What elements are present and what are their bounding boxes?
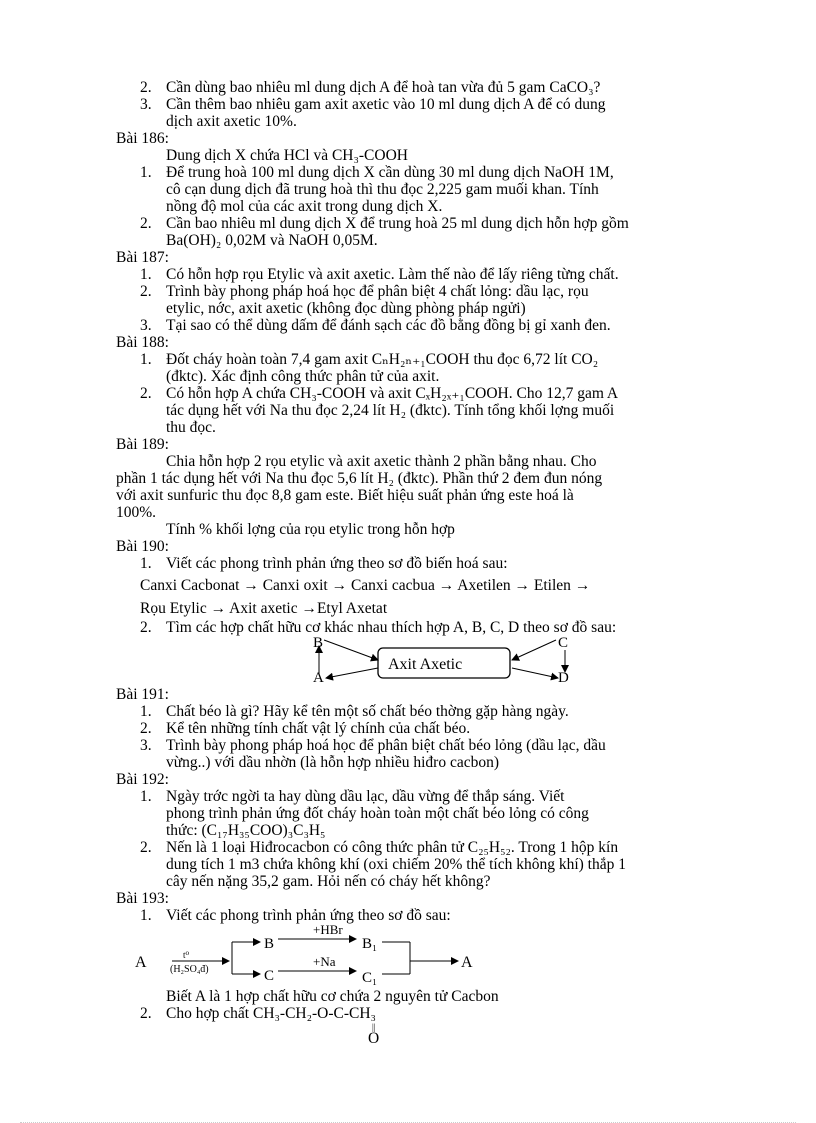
node-b: B — [264, 936, 275, 952]
question-text: (đktc). Xác định công thức phân tử của axit. — [166, 368, 440, 385]
list-number: 2. — [140, 619, 152, 636]
exercise-title: Bài 188: — [116, 334, 169, 351]
list-number: 1. — [140, 266, 152, 283]
list-number: 1. — [140, 555, 152, 572]
node-b: B — [313, 635, 324, 651]
list-number: 1. — [140, 788, 152, 805]
list-number: 2. — [140, 839, 152, 856]
arrow-icon: → — [331, 577, 351, 594]
exercise-title: Bài 191: — [116, 686, 169, 703]
paragraph-text: 100%. — [116, 504, 157, 521]
question-text: Trình bày phong pháp hoá học để phân biệt 4 chất lỏng: dầu lạc, rọu — [166, 283, 589, 300]
node-c: C — [558, 635, 569, 651]
question-text: etylic, nớc, axit axetic (không đọc dùng phòng pháp ngửi) — [166, 300, 526, 317]
exercise-title: Bài 187: — [116, 249, 169, 266]
chain-item: Canxi cacbua — [350, 577, 435, 594]
question-text: dung tích 1 m3 chứa không khí (oxi chiếm 20% thể tích không khí) thắp 1 — [166, 856, 626, 873]
double-bond-icon: || — [372, 1022, 376, 1032]
list-number: 1. — [140, 351, 152, 368]
arrow-c-to-center — [512, 640, 556, 660]
question-text: Có hỗn hợp rọu Etylic và axit axetic. Làm thế nào để lấy riêng từng chất. — [166, 266, 619, 283]
exercise-title: Bài 189: — [116, 436, 169, 453]
exercise-title: Bài 192: — [116, 771, 169, 788]
list-number: 2. — [140, 385, 152, 402]
arrow-center-to-d — [512, 668, 558, 678]
question-text: Cần bao nhiêu ml dung dịch X để trung hoà 25 ml dung dịch hỗn hợp gồm — [166, 215, 629, 232]
chain-item: Canxi Cacbonat — [140, 577, 240, 594]
list-number: 1. — [140, 703, 152, 720]
list-number: 2. — [140, 215, 152, 232]
question-text: Để trung hoà 100 ml dung dịch X cần dùng 30 ml dung dịch NaOH 1M, — [166, 164, 614, 181]
question-text: thức: (C₁₇H₃₅COO)₃C₃H₅ — [166, 822, 326, 839]
list-number: 2. — [140, 720, 152, 737]
list-number: 3. — [140, 737, 152, 754]
question-text: Viết các phong trình phản ứng theo sơ đồ sau: — [166, 907, 451, 924]
question-text: Tính % khối lợng của rọu etylic trong hỗn hợp — [166, 521, 455, 538]
acetic-acid-diagram — [300, 632, 600, 688]
arrow-icon: → — [243, 577, 263, 594]
center-label: Axit Axetic — [388, 656, 463, 673]
question-text: Cho hợp chất CH₃-CH₂-O-C-CH₃ — [166, 1005, 376, 1022]
node-a-right: A — [461, 954, 473, 971]
question-text: Trình bày phong pháp hoá học để phân biệt chất béo lỏng (dầu lạc, dầu — [166, 737, 606, 754]
chain-item: Axit axetic — [229, 600, 298, 617]
chain-item: Canxi oxit — [262, 577, 328, 594]
reaction-chain-line-2 — [140, 600, 387, 617]
arrow-icon: → — [301, 600, 317, 617]
question-text: Viết các phong trình phản ứng theo sơ đồ biến hoá sau: — [166, 555, 508, 572]
arrow-icon: → — [514, 577, 534, 594]
node-a-left: A — [135, 954, 147, 971]
paragraph-text: với axit sunfuric thu đọc 8,8 gam este. Biết hiệu suất phản ứng este hoá là — [116, 487, 574, 504]
question-text: Kể tên những tính chất vật lý chính của chất béo. — [166, 720, 471, 737]
list-number: 3. — [140, 317, 152, 334]
question-text: Chất béo là gì? Hãy kể tên một số chất béo thờng gặp hàng ngày. — [166, 703, 569, 720]
paragraph-text: Chia hỗn hợp 2 rọu etylic và axit axetic thành 2 phần bằng nhau. Cho — [166, 453, 597, 470]
question-text: Cần thêm bao nhiêu gam axit axetic vào 10 ml dung dịch A để có dung — [166, 96, 606, 113]
question-text: dịch axit axetic 10%. — [166, 113, 297, 130]
note-text: Biết A là 1 hợp chất hữu cơ chứa 2 nguyên tử Cacbon — [166, 988, 499, 1005]
node-b1: B₁ — [362, 936, 378, 952]
question-text: Ngày trớc ngời ta hay dùng dầu lạc, dầu vừng để thắp sáng. Viết — [166, 788, 565, 805]
condition-temperature: t⁰ — [183, 950, 190, 960]
oxygen-atom: O — [368, 1030, 380, 1047]
exercise-title: Bài 186: — [116, 130, 169, 147]
question-text: Cần dùng bao nhiêu ml dung dịch A để hoà tan vừa đủ 5 gam CaCO₃? — [166, 79, 601, 96]
node-d: D — [558, 670, 569, 686]
node-c: C — [264, 968, 275, 984]
paragraph-text: phần 1 tác dụng hết với Na thu đọc 5,6 lít H₂ (đktc). Phần thứ 2 đem đun nóng — [116, 470, 603, 487]
question-text: vừng..) với dầu nhờn (là hỗn hợp nhiều hiđro cacbon) — [166, 754, 500, 771]
question-text: nồng độ mol của các axit trong dung dịch X. — [166, 198, 443, 215]
question-text: phong trình phản ứng đốt cháy hoàn toàn một chất béo lỏng có công — [166, 805, 589, 822]
condition-catalyst: (H₂SO₄đ) — [170, 964, 209, 975]
question-text: Tại sao có thể dùng dấm để đánh sạch các đồ bằng đồng bị gỉ xanh đen. — [166, 317, 611, 334]
arrow-center-to-a — [326, 668, 378, 678]
exercise-title: Bài 193: — [116, 890, 169, 907]
exercise-title: Bài 190: — [116, 538, 169, 555]
arrow-b-to-center — [324, 640, 378, 660]
list-number: 2. — [140, 283, 152, 300]
question-text: Nến là 1 loại Hiđrocacbon có công thức phân tử C₂₅H₅₂. Trong 1 hộp kín — [166, 839, 619, 856]
list-number: 2. — [140, 79, 152, 96]
arrow-icon: → — [438, 577, 458, 594]
reagent-hbr: +HBr — [313, 922, 343, 937]
chain-item: Etyl Axetat — [316, 600, 388, 617]
question-text: thu đọc. — [166, 419, 216, 436]
list-number: 3. — [140, 96, 152, 113]
arrow-icon: → — [574, 577, 591, 594]
arrow-icon: → — [210, 600, 227, 617]
list-number: 1. — [140, 164, 152, 181]
question-text: cô cạn dung dịch đã trung hoà thì thu đọc 2,225 gam muối khan. Tính — [166, 181, 599, 198]
list-number: 2. — [140, 1005, 152, 1022]
node-a: A — [313, 670, 324, 686]
question-text: Có hỗn hợp A chứa CH₃-COOH và axit CₓH₂ₓ₊₁COOH. Cho 12,7 gam A — [166, 385, 619, 402]
reaction-scheme-diagram — [130, 920, 490, 992]
reaction-chain-line-1 — [140, 577, 590, 594]
reagent-na: +Na — [313, 954, 336, 969]
question-text: Ba(OH)₂ 0,02M và NaOH 0,05M. — [166, 232, 378, 249]
question-text: tác dụng hết với Na thu đọc 2,24 lít H₂ (đktc). Tính tổng khối lợng muối — [166, 402, 615, 419]
list-number: 1. — [140, 907, 152, 924]
exercise-intro: Dung dịch X chứa HCl và CH₃-COOH — [166, 147, 408, 164]
chain-item: Rọu Etylic — [140, 600, 207, 617]
question-text: cây nến nặng 35,2 gam. Hỏi nến có cháy hết không? — [166, 873, 491, 890]
node-c1: C₁ — [362, 970, 378, 986]
question-text: Đốt cháy hoàn toàn 7,4 gam axit CₙH₂ₙ₊₁COOH thu đọc 6,72 lít CO₂ — [166, 351, 599, 368]
question-text: Tìm các hợp chất hữu cơ khác nhau thích hợp A, B, C, D theo sơ đồ sau: — [166, 619, 617, 636]
chain-item: Etilen — [533, 577, 571, 594]
chain-item: Axetilen — [457, 577, 511, 594]
